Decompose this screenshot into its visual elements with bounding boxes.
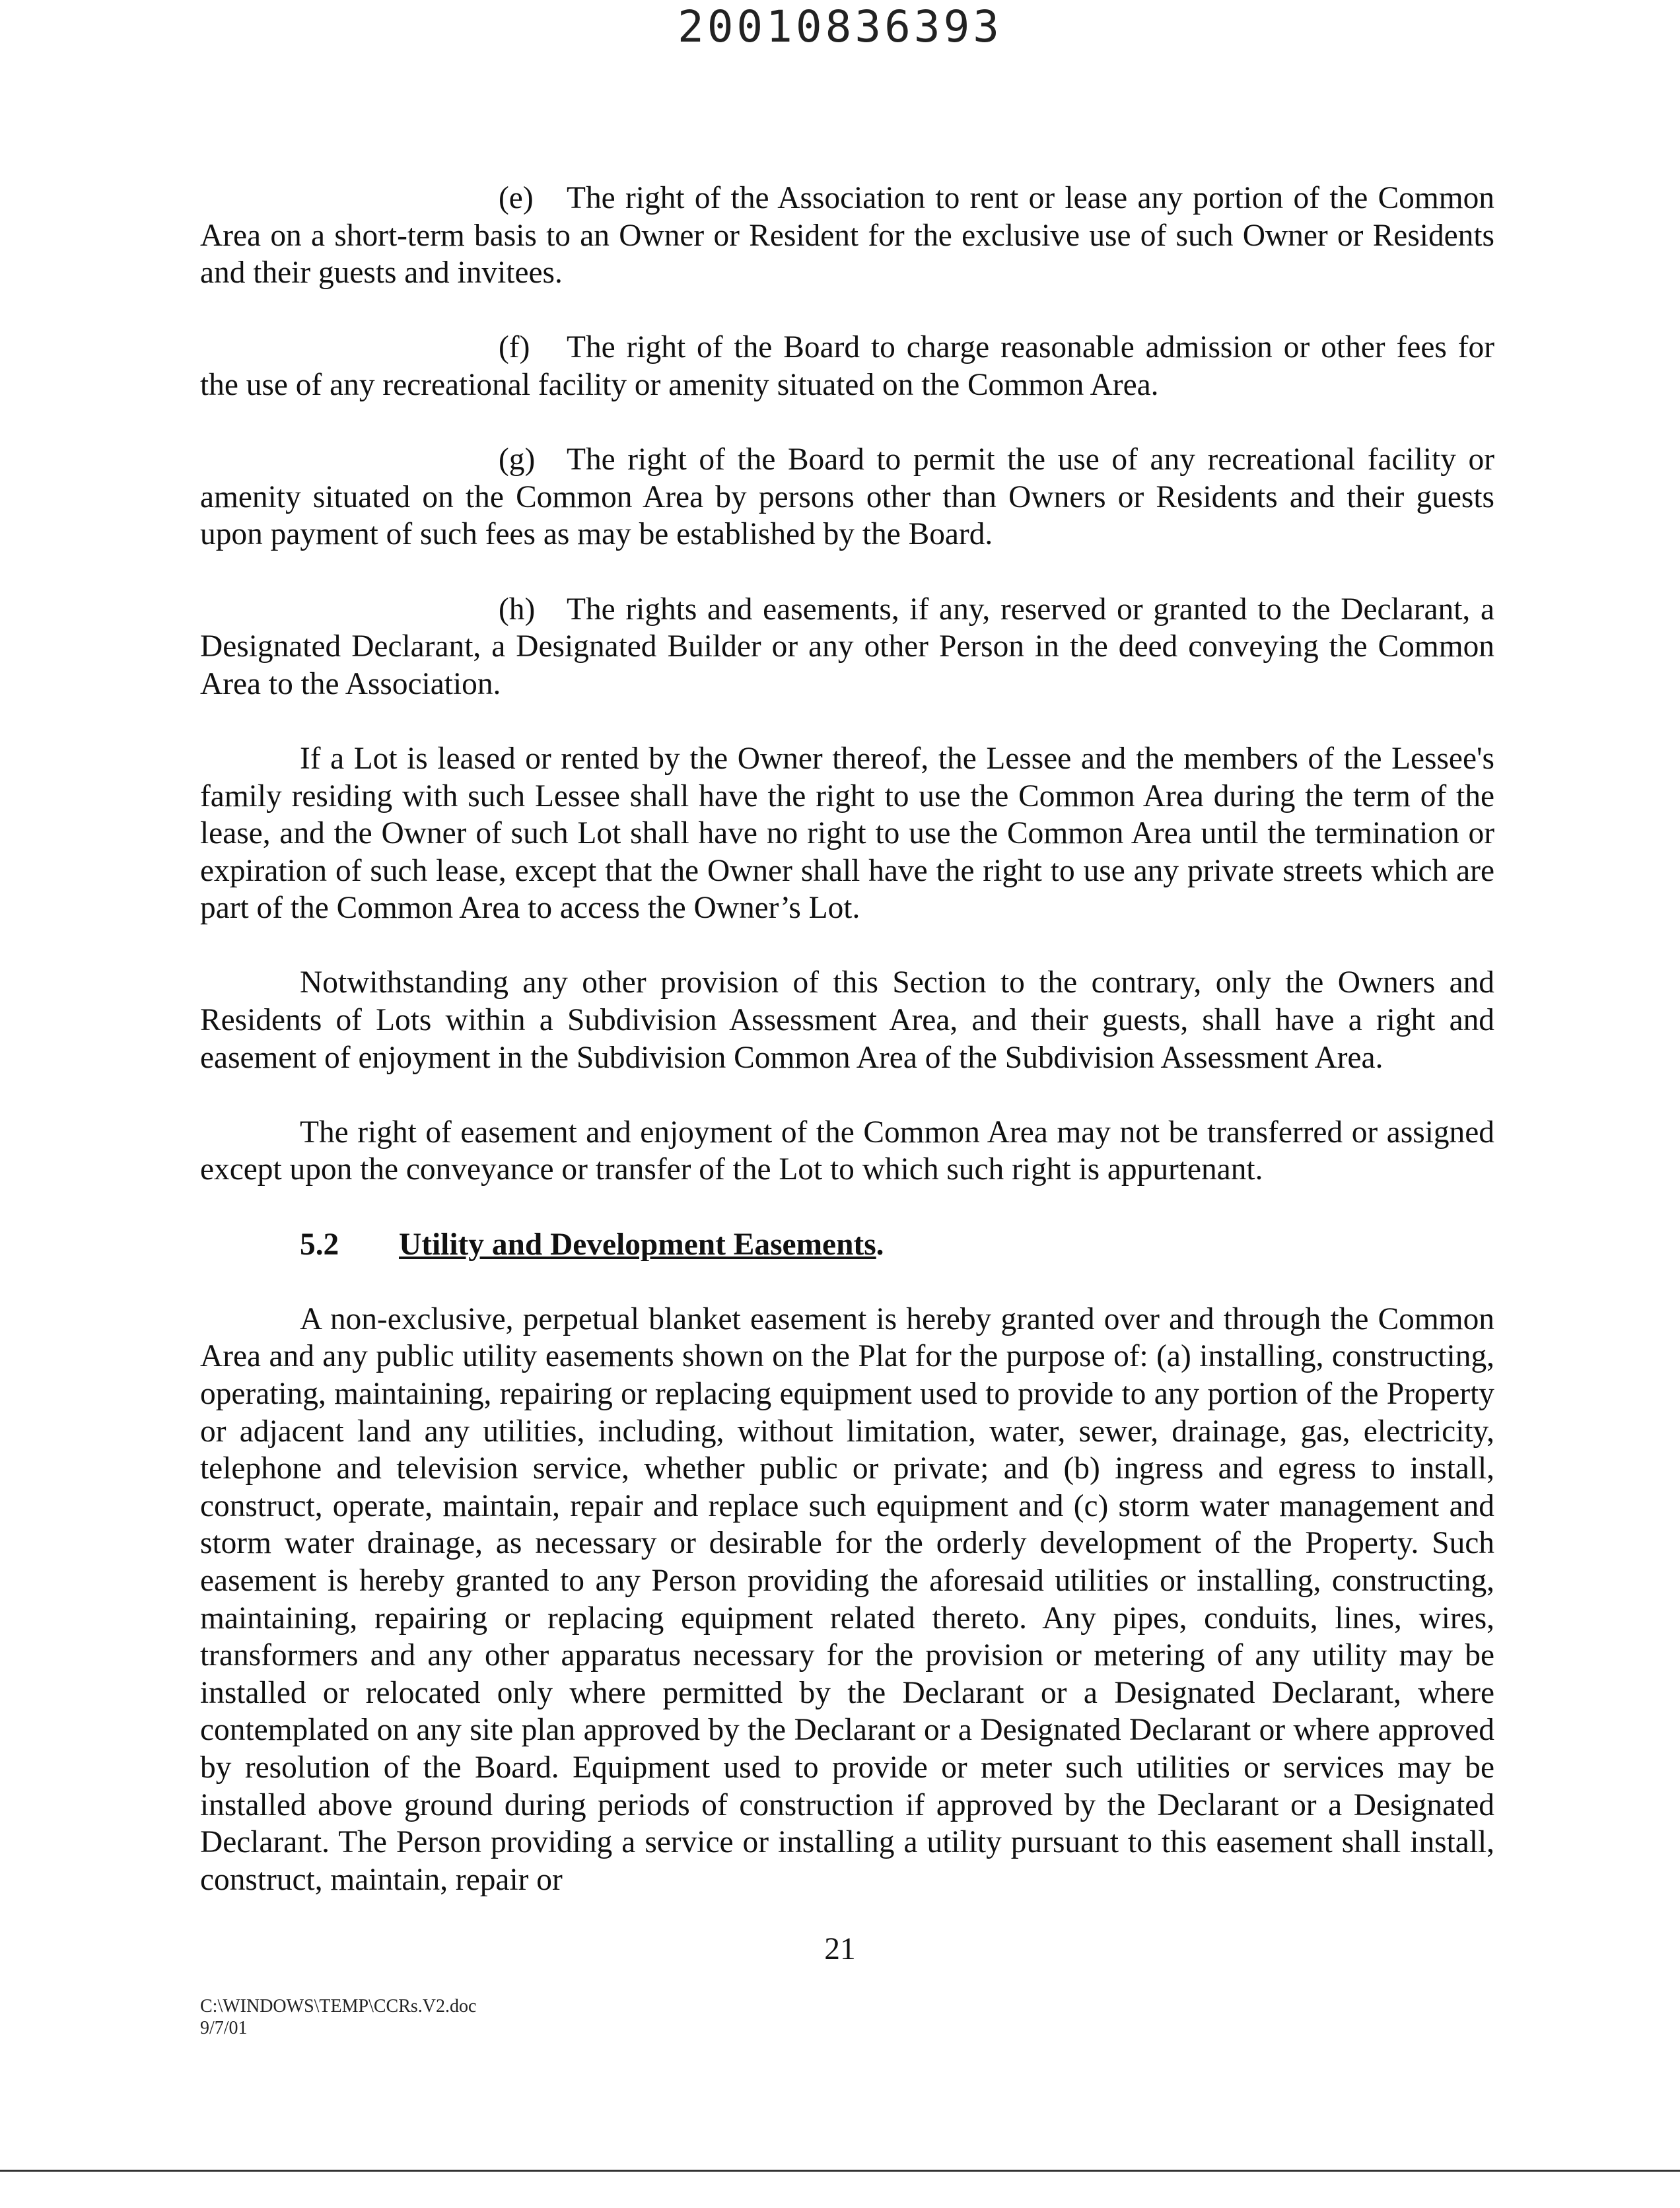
page-number: 21: [824, 1932, 856, 1966]
section-number: 5.2: [300, 1227, 339, 1262]
footer-file-path: C:\WINDOWS\TEMP\CCRs.V2.doc: [200, 1996, 477, 2017]
document-footer: [200, 1995, 476, 2039]
paragraph-e: [200, 180, 1494, 292]
section-title-period: .: [876, 1227, 884, 1262]
paragraph-label: (f): [499, 330, 530, 365]
paragraph-utility-easement: A non-exclusive, perpetual blanket easement is hereby granted over and through the Common Area and any public utility easements shown on the Plat for the purpose of: (a) installing, constructing, operating, maintaining, repairing or replacing equipment used to provide to any portion of the Property or adjacent land any utilities, including, without limitation, water, sewer, drainage, gas, electricity, telephone and television service, whether public or private; and (b) ingress and egress to install, construct, operate, maintain, repair and replace such equipment and (c) storm water management and storm water drainage, as necessary or desirable for the orderly development of the Property. Such easement is hereby granted to any Person providing the aforesaid utilities or installing, constructing, maintaining, repairing or replacing equipment related thereto. Any pipes, conduits, lines, wires, transformers and any other apparatus necessary for the provision or metering of any utility may be installed or relocated only where permitted by the Declarant or a Designated Declarant, where contemplated on any site plan approved by the Declarant or a Designated Declarant or where approved by resolution of the Board. Equipment used to provide or meter such utilities or services may be installed above ground during periods of construction if approved by the Declarant or a Designated Declarant. The Person providing a service or installing a utility pursuant to this easement shall install, construct, maintain, repair or: [200, 1301, 1494, 1897]
paragraph-f: [200, 329, 1494, 403]
footer-date: 9/7/01: [200, 2018, 248, 2038]
paragraph-text: The right of the Board to charge reasonable admission or other fees for the use of any recreational facility or amenity situated on the Common Area.: [200, 330, 1494, 402]
paragraph-transfer: The right of easement and enjoyment of the Common Area may not be transferred or assigned except upon the conveyance or transfer of the Lot to which such right is appurtenant.: [200, 1115, 1494, 1187]
paragraph-g: [200, 441, 1494, 553]
paragraph-label: (h): [499, 592, 536, 627]
paragraph-label: (e): [499, 181, 534, 215]
paragraph-h: [200, 591, 1494, 703]
document-body: [200, 180, 1494, 1936]
bottom-divider: [0, 2170, 1680, 2172]
paragraph-label: (g): [499, 442, 536, 477]
paragraph-text: The right of the Board to permit the use of any recreational facility or amenity situated on the Common Area by persons other than Owners or Residents and their guests upon payment of such fees as may be established by the Board.: [200, 442, 1494, 552]
paragraph-text: The right of the Association to rent or lease any portion of the Common Area on a short-term basis to an Owner or Resident for the exclusive use of such Owner or Residents and their guests and invitees.: [200, 181, 1494, 291]
paragraph-lease: If a Lot is leased or rented by the Owner thereof, the Lessee and the members of the Lessee's family residing with such Lessee shall have the right to use the Common Area during the term of the lease, and the Owner of such Lot shall have no right to use the Common Area until the termination or expiration of such lease, except that the Owner shall have the right to use any private streets which are part of the Common Area to access the Owner’s Lot.: [200, 741, 1494, 926]
section-title: Utility and Development Easements: [399, 1227, 876, 1262]
section-heading: [200, 1226, 1494, 1264]
document-number: 20010836393: [677, 1, 1003, 52]
paragraph-notwithstanding: Notwithstanding any other provision of this Section to the contrary, only the Owners and Residents of Lots within a Subdivision Assessment Area, and their guests, shall have a right and easement of enjoyment in the Subdivision Common Area of the Subdivision Assessment Area.: [200, 965, 1494, 1075]
paragraph-text: The rights and easements, if any, reserved or granted to the Declarant, a Designated Declarant, a Designated Builder or any other Person in the deed conveying the Common Area to the Association.: [200, 592, 1494, 701]
